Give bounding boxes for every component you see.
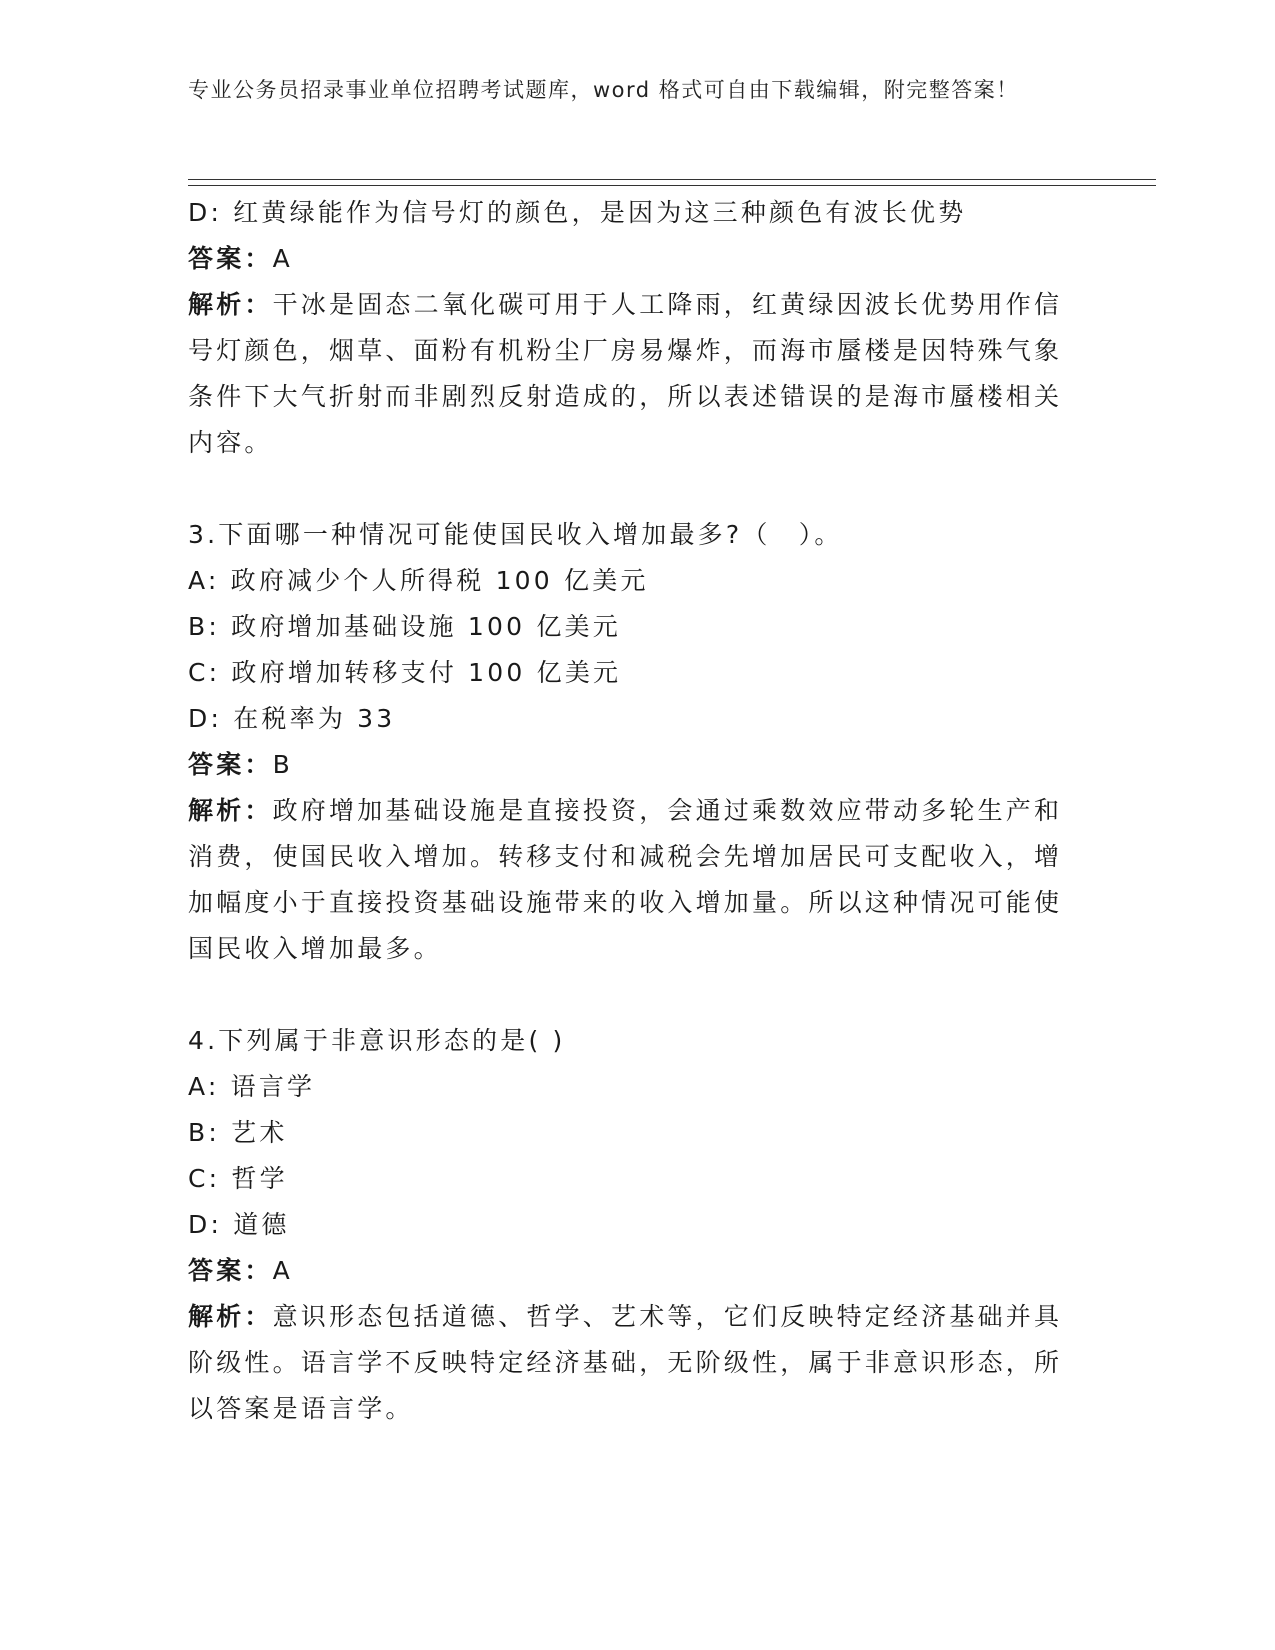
- q4-analysis-label: 解析：: [188, 1302, 273, 1331]
- spacer: [188, 972, 1068, 1018]
- q4-answer-label: 答案：: [188, 1256, 273, 1285]
- q3-analysis-label: 解析：: [188, 796, 273, 825]
- q2-answer: [188, 236, 1068, 282]
- spacer: [188, 466, 1068, 512]
- header-divider-top: [188, 179, 1156, 180]
- q3-answer-value: B: [272, 750, 293, 779]
- document-body: [188, 190, 1068, 1432]
- q3-analysis-text: 政府增加基础设施是直接投资，会通过乘数效应带动多轮生产和消费，使国民收入增加。转移支付和减税会先增加居民可支配收入，增加幅度小于直接投资基础设施带来的收入增加量。所以这种情况可能使国民收入增加最多。: [188, 796, 1063, 963]
- q4-stem: 4.下列属于非意识形态的是( ): [188, 1026, 566, 1055]
- q4-answer: [188, 1248, 1068, 1294]
- q4-option-b: B: 艺术: [188, 1118, 288, 1147]
- q4-option-c: C: 哲学: [188, 1164, 288, 1193]
- q3-answer-label: 答案：: [188, 750, 273, 779]
- header-text: 专业公务员招录事业单位招聘考试题库，word 格式可自由下载编辑，附完整答案！: [188, 78, 1019, 102]
- q2-answer-value: A: [272, 244, 293, 273]
- question-2-tail: [188, 190, 1068, 466]
- q4-analysis-text: 意识形态包括道德、哲学、艺术等，它们反映特定经济基础并具阶级性。语言学不反映特定经济基础，无阶级性，属于非意识形态，所以答案是语言学。: [188, 1302, 1063, 1423]
- q2-analysis-label: 解析：: [188, 290, 273, 319]
- q3-option-d: D: 在税率为 33: [188, 704, 396, 733]
- q2-answer-label: 答案：: [188, 244, 273, 273]
- q3-stem: 3.下面哪一种情况可能使国民收入增加最多?（ ）。: [188, 520, 843, 549]
- q3-analysis: [188, 788, 1068, 972]
- q3-answer: [188, 742, 1068, 788]
- q4-option-a: A: 语言学: [188, 1072, 316, 1101]
- header-divider-bottom: [188, 185, 1156, 186]
- page-header: [188, 74, 1068, 106]
- q4-answer-value: A: [272, 1256, 293, 1285]
- q2-analysis: [188, 282, 1068, 466]
- q3-option-a: A: 政府减少个人所得税 100 亿美元: [188, 566, 649, 595]
- question-4: [188, 1018, 1068, 1432]
- q4-option-d: D: 道德: [188, 1210, 290, 1239]
- q3-option-c: C: 政府增加转移支付 100 亿美元: [188, 658, 622, 687]
- q3-option-b: B: 政府增加基础设施 100 亿美元: [188, 612, 621, 641]
- q2-analysis-text: 干冰是固态二氧化碳可用于人工降雨，红黄绿因波长优势用作信号灯颜色，烟草、面粉有机粉尘厂房易爆炸，而海市蜃楼是因特殊气象条件下大气折射而非剧烈反射造成的，所以表述错误的是海市蜃楼相关内容。: [188, 290, 1063, 457]
- question-3: [188, 512, 1068, 972]
- q2-option-d: D: 红黄绿能作为信号灯的颜色，是因为这三种颜色有波长优势: [188, 198, 967, 227]
- q4-analysis: [188, 1294, 1068, 1432]
